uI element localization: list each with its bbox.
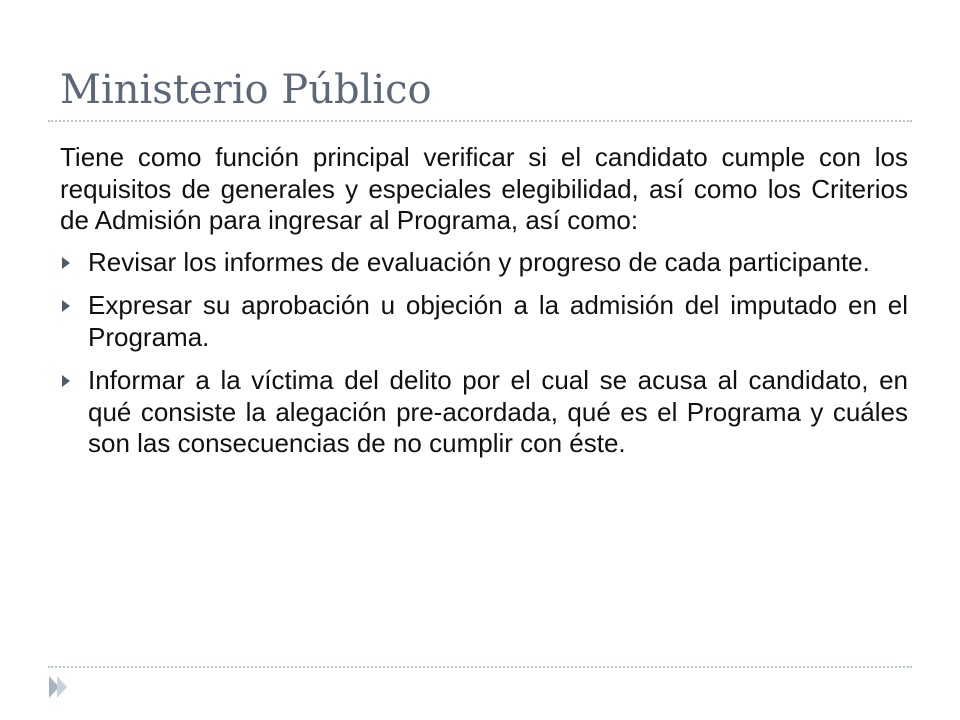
- bullet-text: Expresar su aprobación u objeción a la admisión del imputado en el Programa.: [88, 290, 908, 352]
- bullet-item: [60, 247, 908, 279]
- slide-title: Ministerio Público: [60, 67, 432, 113]
- bullet-list: [60, 247, 908, 460]
- triangle-arrow-icon: [62, 300, 70, 312]
- footer-divider: [48, 666, 912, 668]
- triangle-arrow-icon: [62, 375, 70, 387]
- triangle-arrow-icon: [62, 257, 70, 269]
- intro-paragraph: Tiene como función principal verificar si el candidato cumple con los requisitos de generales y especiales elegibilidad, así como los Criterios de Admisión para ingresar al Programa, así como:: [60, 142, 908, 235]
- bullet-item: [60, 290, 908, 353]
- slide-body: [60, 142, 908, 472]
- title-divider: [48, 120, 912, 122]
- corner-chevron-icon: [49, 676, 67, 698]
- bullet-text: Informar a la víctima del delito por el cual se acusa al candidato, en qué consiste la alegación pre-acordada, qué es el Programa y cuáles son las consecuencias de no cumplir con éste.: [88, 365, 908, 458]
- bullet-text: Revisar los informes de evaluación y progreso de cada participante.: [88, 246, 870, 277]
- bullet-item: [60, 365, 908, 460]
